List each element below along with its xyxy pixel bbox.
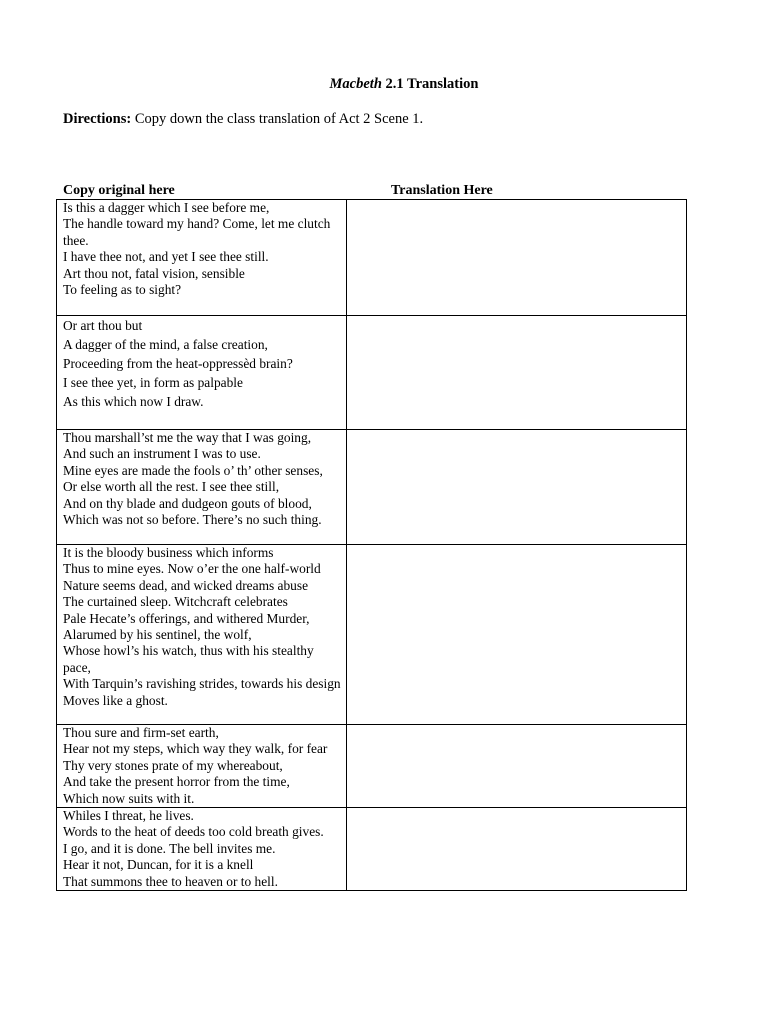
original-cell (57, 808, 347, 891)
passage-line: And take the present horror from the time, (63, 774, 290, 790)
passage-line: As this which now I draw. (63, 394, 204, 409)
passage (57, 200, 346, 298)
original-cell (57, 545, 347, 725)
column-headers (63, 182, 685, 200)
page-title (0, 75, 768, 93)
passage-line: Words to the heat of deeds too cold breath gives. (63, 824, 324, 840)
passage-line: The handle toward my hand? Come, let me clutch thee. (63, 216, 331, 248)
passage-line: Art thou not, fatal vision, sensible (63, 265, 245, 281)
passage-line: Thus to mine eyes. Now o’er the one half-world (63, 561, 321, 577)
table-row (57, 430, 687, 545)
passage-line: That summons thee to heaven or to hell. (63, 873, 278, 889)
passage-line: Thou sure and firm-set earth, (63, 725, 219, 740)
passage (57, 725, 346, 807)
passage (57, 316, 346, 411)
original-cell (57, 430, 347, 545)
passage-line: Which was not so before. There’s no such thing. (63, 512, 322, 528)
passage (57, 545, 346, 709)
original-cell (57, 316, 347, 430)
directions-label: Directions: (63, 111, 132, 127)
passage-line: Hear it not, Duncan, for it is a knell (63, 857, 254, 873)
passage-line: It is the bloody business which informs (63, 545, 274, 560)
passage-line: And on thy blade and dudgeon gouts of blood, (63, 495, 312, 511)
translation-cell[interactable] (347, 808, 687, 891)
passage-line: Or else worth all the rest. I see thee still, (63, 479, 280, 495)
passage-line: Pale Hecate’s offerings, and withered Murder, (63, 610, 310, 626)
passage (57, 430, 346, 528)
header-translation: Translation Here (391, 183, 493, 198)
passage-line: To feeling as to sight? (63, 282, 182, 298)
title-rest: 2.1 Translation (381, 76, 479, 92)
passage-line: Which now suits with it. (63, 790, 195, 806)
passage-line: Thy very stones prate of my whereabout, (63, 757, 283, 773)
passage-line: I see thee yet, in form as palpable (63, 375, 243, 390)
passage-line: A dagger of the mind, a false creation, (63, 337, 268, 352)
passage-line: Whose howl’s his watch, thus with his stealthy pace, (63, 643, 314, 675)
passage-line: Thou marshall’st me the way that I was going, (63, 430, 312, 445)
directions (63, 110, 423, 128)
translation-cell[interactable] (347, 316, 687, 430)
passage-line: Alarumed by his sentinel, the wolf, (63, 627, 252, 643)
translation-cell[interactable] (347, 430, 687, 545)
passage-line: Nature seems dead, and wicked dreams abuse (63, 577, 309, 593)
passage (57, 808, 346, 890)
title-play-name: Macbeth (329, 76, 382, 92)
translation-cell[interactable] (347, 725, 687, 808)
passage-line: I have thee not, and yet I see thee still. (63, 249, 269, 265)
table-row (57, 725, 687, 808)
translation-table (56, 199, 687, 891)
passage-line: Whiles I threat, he lives. (63, 808, 194, 824)
table-row (57, 200, 687, 316)
table-row (57, 545, 687, 725)
original-cell (57, 200, 347, 316)
header-copy-original: Copy original here (63, 183, 175, 198)
passage-line: Proceeding from the heat-oppressèd brain? (63, 356, 293, 371)
table-row (57, 316, 687, 430)
passage-line: I go, and it is done. The bell invites me. (63, 840, 276, 856)
passage-line: Is this a dagger which I see before me, (63, 200, 270, 215)
translation-cell[interactable] (347, 200, 687, 316)
passage-line: Moves like a ghost. (63, 692, 168, 708)
passage-line: With Tarquin’s ravishing strides, towards his design (63, 676, 341, 692)
directions-text: Copy down the class translation of Act 2 Scene 1. (131, 111, 424, 127)
table-row (57, 808, 687, 891)
passage-line: And such an instrument I was to use. (63, 446, 261, 462)
passage-line: Mine eyes are made the fools o’ th’ other senses, (63, 462, 323, 478)
passage-line: The curtained sleep. Witchcraft celebrates (63, 594, 288, 610)
original-cell (57, 725, 347, 808)
passage-line: Or art thou but (63, 318, 143, 333)
translation-cell[interactable] (347, 545, 687, 725)
passage-line: Hear not my steps, which way they walk, for fear (63, 741, 328, 757)
